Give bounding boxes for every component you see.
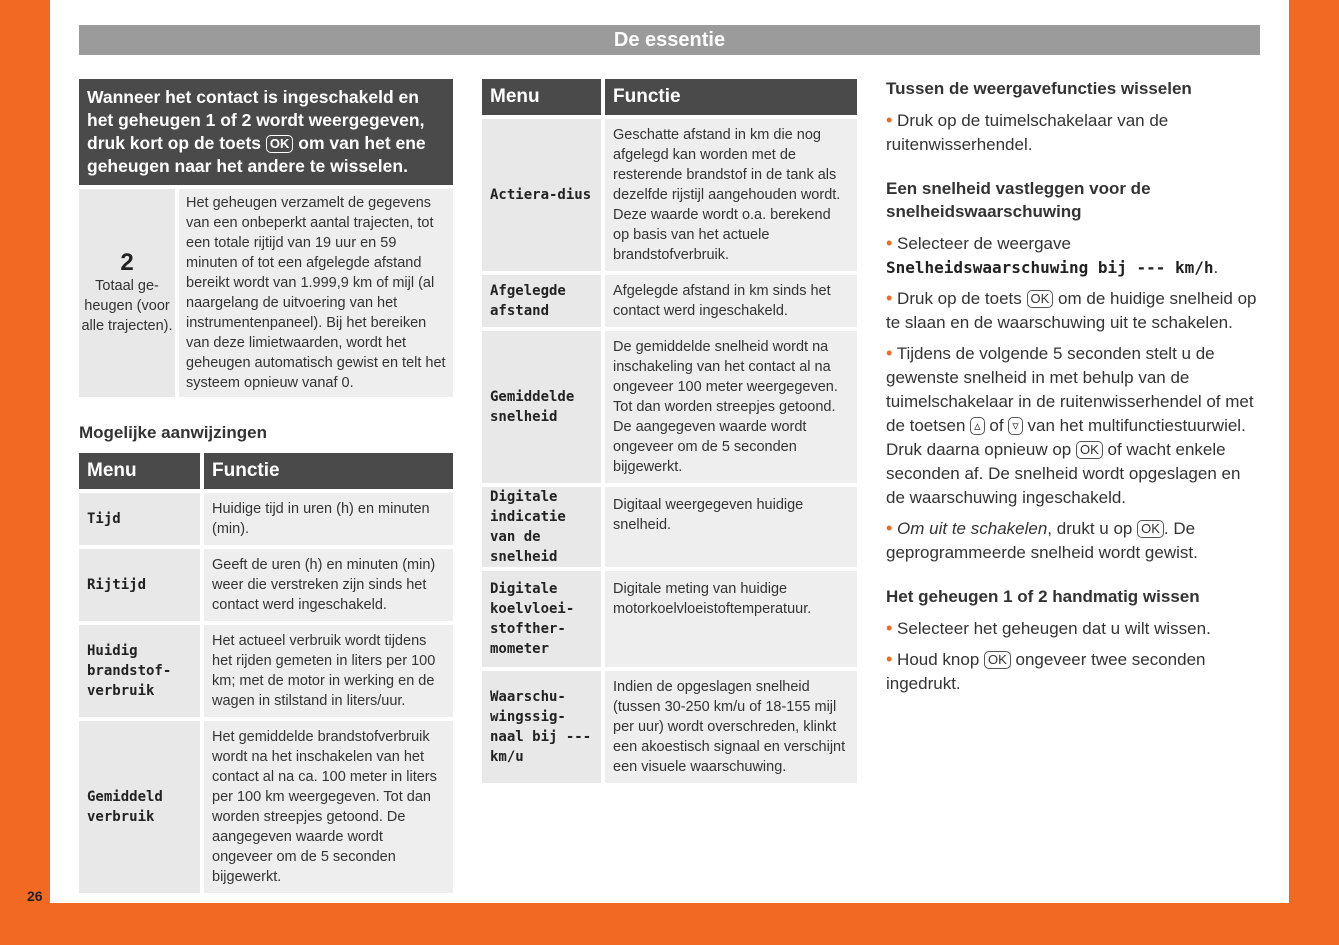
intro-text-1: Wanneer het contact is ingeschakeld en het geheugen 1 of 2 wordt weergegeven, druk kort op de toets xyxy=(87,87,425,153)
row-menu: Actiera-dius xyxy=(482,119,605,275)
table-row xyxy=(79,625,453,721)
bullet-icon: • xyxy=(886,343,893,363)
row-menu: Digitale indicatie van de snelheid xyxy=(482,487,605,571)
row-menu: Afgelegde afstand xyxy=(482,275,605,331)
bullet-icon: • xyxy=(886,649,893,669)
ok-key-icon: OK xyxy=(266,135,294,153)
display-code: Snelheidswaarschuwing bij --- km/h xyxy=(886,258,1214,277)
row-menu: Gemiddeld verbruik xyxy=(79,721,204,897)
table-row xyxy=(482,487,857,571)
bullet-press-ok xyxy=(886,286,1264,335)
row-function: Huidige tijd in uren (h) en minuten (min). xyxy=(204,493,453,549)
memory-label-cell xyxy=(79,189,179,397)
memory-description: Het geheugen verzamelt de gegevens van een onbeperkt aantal trajecten, tot een totale rijtijd van 19 uur en 59 minuten of tot een afgelegde afstand bereikt wordt van 1.999,9 km of mijl (al naargelang de uitvoering van het instrumentenpaneel). Bij het bereiken van deze limietwaarden, wordt het geheugen automatisch gewist en telt het systeem opnieuw vanaf 0. xyxy=(179,189,453,397)
left-column xyxy=(79,79,453,897)
intro-box xyxy=(79,79,453,185)
row-function: Geeft de uren (h) en minuten (min) weer die verstreken zijn sinds het contact werd ingeschakeld. xyxy=(204,549,453,625)
header-menu: Menu xyxy=(79,453,204,493)
bullet-text: Selecteer het geheugen dat u wilt wissen. xyxy=(897,619,1211,638)
header-menu: Menu xyxy=(482,79,605,119)
bullet-text: Selecteer de weergave xyxy=(897,234,1071,253)
header-function: Functie xyxy=(204,453,453,493)
row-function: De gemiddelde snelheid wordt na inschakeling van het contact al na ongeveer 100 meter weergegeven. Tot dan worden streepjes getoond. De aangegeven waarde wordt ongeveer om de 5 seconden bijgewerkt. xyxy=(605,331,857,487)
table-row xyxy=(482,671,857,787)
bullet-select-memory xyxy=(886,616,1264,641)
bullet-hold-ok xyxy=(886,647,1264,696)
bullet-emphasis: Om uit te schakelen xyxy=(897,519,1048,538)
table-row xyxy=(482,331,857,487)
bullet-text: om de huidige snelheid op te slaan en de waarschuwing uit te schakelen. xyxy=(886,289,1257,332)
header-function: Functie xyxy=(605,79,857,119)
heading-speed-warning: Een snelheid vastleggen voor de snelheidswaarschuwing xyxy=(886,179,1151,221)
bullet-select-display xyxy=(886,231,1264,280)
bullet-text: Druk op de toets xyxy=(897,289,1027,308)
memory-table xyxy=(79,189,453,397)
ok-key-icon: OK xyxy=(984,651,1011,669)
indications-table xyxy=(79,453,453,897)
bullet-text: Tijdens de volgende 5 seconden stelt u de gewenste snelheid in met behulp van de tuimelschakelaar in de ruitenwisserhendel of met de toetsen xyxy=(886,344,1254,435)
table-row xyxy=(79,721,453,897)
bullet-icon: • xyxy=(886,518,893,538)
bullet-text: , drukt u op xyxy=(1047,519,1138,538)
row-function: Het actueel verbruik wordt tijdens het rijden gemeten in liters per 100 km; met de motor in werking en de wagen in stilstand in liters/uur. xyxy=(204,625,453,721)
bullet-icon: • xyxy=(886,110,893,130)
up-key-icon: ▵ xyxy=(970,417,985,435)
ok-key-icon: OK xyxy=(1027,290,1054,308)
row-menu: Huidig brandstof-verbruik xyxy=(79,625,204,721)
table-row xyxy=(79,493,453,549)
middle-column xyxy=(482,79,857,787)
bullet-text: Houd knop xyxy=(897,650,984,669)
bullet-icon: • xyxy=(886,233,893,253)
row-menu: Digitale koelvloei-stofther-mometer xyxy=(482,571,605,671)
table-row xyxy=(482,571,857,671)
menu-functions-table xyxy=(482,79,857,787)
table-row xyxy=(79,549,453,625)
table-row xyxy=(482,119,857,275)
bullet-text: . De geprogrammeerde snelheid wordt gewist. xyxy=(886,519,1198,562)
ok-key-icon: OK xyxy=(1076,441,1103,459)
row-menu: Tijd xyxy=(79,493,204,549)
bullet-text: Druk op de tuimelschakelaar van de ruitenwisserhendel. xyxy=(886,111,1169,154)
bullet-icon: • xyxy=(886,618,893,638)
row-menu: Rijtijd xyxy=(79,549,204,625)
page-number: 26 xyxy=(27,888,43,904)
ok-key-icon: OK xyxy=(1137,520,1164,538)
bullet-text: of wacht enkele seconden af. De snelheid wordt opgeslagen en de waarschuwing ingeschakeld. xyxy=(886,440,1241,507)
row-function: Digitale meting van huidige motorkoelvloeistoftemperatuur. xyxy=(605,571,857,671)
bullet-set-speed xyxy=(886,341,1264,510)
intro-text-2: om van het ene geheugen naar het andere te wisselen. xyxy=(87,133,426,176)
row-function: Digitaal weergegeven huidige snelheid. xyxy=(605,487,857,571)
down-key-icon: ▿ xyxy=(1008,417,1023,435)
memory-number: 2 xyxy=(120,249,134,276)
row-function: Geschatte afstand in km die nog afgelegd kan worden met de resterende brandstof in de tank als dezelfde rijstijl aangehouden wordt. Deze waarde wordt o.a. berekend op basis van het actuele brandstofverbruik. xyxy=(605,119,857,275)
row-menu: Gemiddelde snelheid xyxy=(482,331,605,487)
bullet-icon: • xyxy=(886,288,893,308)
memory-label: Totaal ge-heugen (voor alle trajecten). xyxy=(81,278,173,334)
table-row xyxy=(482,275,857,331)
bullet-text: ongeveer twee seconden ingedrukt. xyxy=(886,650,1206,693)
row-function: Afgelegde afstand in km sinds het contact werd ingeschakeld. xyxy=(605,275,857,331)
heading-clear-memory: Het geheugen 1 of 2 handmatig wissen xyxy=(886,587,1200,606)
table-header-row xyxy=(482,79,857,119)
bullet-text: van het multifunctiestuurwiel. Druk daarna opnieuw op xyxy=(886,416,1246,459)
row-function: Het gemiddelde brandstofverbruik wordt na het inschakelen van het contact al na ca. 100 meter in liters per 100 km weergegeven. Tot dan worden streepjes getoond. De aangegeven waarde wordt ongeveer om de 5 seconden bijgewerkt. xyxy=(204,721,453,897)
row-menu: Waarschu-wingssig-naal bij --- km/u xyxy=(482,671,605,787)
right-column xyxy=(886,77,1264,702)
section-title-indications: Mogelijke aanwijzingen xyxy=(79,423,267,442)
bullet-text: . xyxy=(1213,258,1219,277)
heading-switch-display: Tussen de weergavefuncties wisselen xyxy=(886,79,1192,98)
bullet-text: of xyxy=(984,416,1009,435)
section-header: De essentie xyxy=(79,25,1260,55)
table-header-row xyxy=(79,453,453,493)
bullet-switch-display xyxy=(886,108,1264,157)
bullet-switch-off xyxy=(886,516,1264,565)
row-function: Indien de opgeslagen snelheid (tussen 30-250 km/u of 18-155 mijl per uur) wordt overschreden, klinkt een akoestisch signaal en verschijnt een visuele waarschuwing. xyxy=(605,671,857,787)
